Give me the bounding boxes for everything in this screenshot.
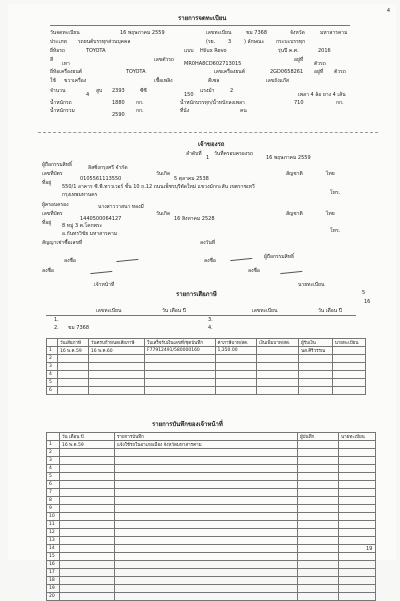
column-header: รายการบันทึก bbox=[115, 433, 298, 441]
owner-id: 0105561113550 bbox=[80, 176, 122, 182]
row-number: 20 bbox=[47, 593, 60, 601]
label: จังหวัด bbox=[290, 30, 305, 36]
possession-date: 16 พฤษภาคม 2559 bbox=[266, 155, 311, 161]
table-row bbox=[47, 481, 376, 489]
engine-number: 2GD0658261 bbox=[270, 69, 304, 75]
table-row bbox=[47, 363, 366, 371]
label: วันเกิด bbox=[156, 211, 171, 217]
label: อยู่ที่ bbox=[294, 57, 304, 63]
label: ลำดับที่ bbox=[186, 151, 202, 157]
label: สัญชาติ bbox=[286, 211, 303, 217]
column-header: ใบเสร็จรับเงินเลขที่/ชุดบันทึก bbox=[145, 339, 216, 347]
label: แบบ bbox=[184, 48, 194, 54]
engine-location: ตัวรถ bbox=[334, 69, 346, 75]
row-number: 8 bbox=[47, 497, 60, 505]
type-code: 3 bbox=[228, 39, 232, 45]
table-row bbox=[47, 545, 376, 553]
row-number: 4 bbox=[47, 465, 60, 473]
label: วันจดทะเบียน bbox=[50, 30, 80, 36]
label: แรงม้า bbox=[200, 88, 215, 94]
table-row bbox=[47, 505, 376, 513]
table-row bbox=[47, 473, 376, 481]
label: ยี่ห้อเครื่องยนต์ bbox=[50, 69, 83, 75]
row-number: 2 bbox=[47, 449, 60, 457]
table-row bbox=[47, 577, 376, 585]
column-header: นายทะเบียน bbox=[332, 339, 365, 347]
side-item-no: 2. bbox=[54, 325, 59, 331]
tax-date: 16 พ.ค.59 bbox=[58, 347, 89, 355]
registration-date: 16 พฤษภาคม 2559 bbox=[120, 30, 165, 36]
cell bbox=[47, 433, 60, 441]
label: เลขทะเบียน bbox=[206, 30, 232, 36]
divider bbox=[38, 132, 378, 133]
table-row bbox=[47, 561, 376, 569]
registration-number: ขม 7368 bbox=[246, 30, 268, 36]
color: เทา bbox=[62, 61, 70, 67]
label: สัญชาติ bbox=[286, 171, 303, 177]
cell bbox=[47, 339, 58, 347]
row-number: 19 bbox=[47, 585, 60, 593]
note-text: แจ้งใช้รถในอาเภอเมือง จังหวัดมหาสารคาม bbox=[115, 441, 298, 449]
engine-brand: TOYOTA bbox=[126, 69, 146, 75]
table-row bbox=[47, 379, 366, 387]
owner-address-2: กรุงเทพมหานคร bbox=[62, 192, 98, 198]
divider bbox=[50, 25, 350, 26]
divider bbox=[46, 315, 356, 316]
label: เลขทะเบียน bbox=[96, 308, 122, 314]
label: ประเภท bbox=[50, 39, 67, 45]
label: นายทะเบียน bbox=[298, 282, 325, 288]
label: รุ่นปี ค.ศ. bbox=[278, 48, 299, 54]
signature bbox=[90, 265, 113, 274]
row-number: 16 bbox=[47, 561, 60, 569]
owner-birth: 5 ตุลาคม 2538 bbox=[174, 176, 209, 182]
table-row bbox=[47, 387, 366, 395]
label: ลงชื่อ bbox=[248, 268, 260, 274]
vehicle-type: รถยนต์บรรทุกส่วนบุคคล bbox=[78, 39, 131, 45]
table-row bbox=[47, 569, 376, 577]
horsepower: 150 bbox=[184, 92, 194, 98]
row-number: 14 bbox=[47, 545, 60, 553]
column-header: วัน เดือน ปี bbox=[60, 433, 115, 441]
label: สี bbox=[50, 57, 54, 63]
note-date: 16 พ.ค.59 bbox=[60, 441, 115, 449]
side-item-value: ขม 7368 bbox=[68, 325, 90, 331]
label: ลงชื่อ bbox=[42, 268, 54, 274]
row-number: 10 bbox=[47, 513, 60, 521]
table-row bbox=[47, 593, 376, 601]
label: เลขที่บัตร bbox=[42, 211, 63, 217]
label: เลขตัวรถ bbox=[154, 57, 174, 63]
possessor-address-2: อ.กันทรวิชัย มหาสารคาม bbox=[62, 231, 118, 237]
table-header bbox=[47, 433, 376, 441]
signature bbox=[280, 265, 303, 274]
label: ลงชื่อ bbox=[204, 258, 216, 264]
label: ลงวันที่ bbox=[200, 240, 216, 246]
label: เลขที่บัตร bbox=[42, 171, 63, 177]
row-number: 5 bbox=[47, 379, 58, 387]
row-number: 18 bbox=[47, 577, 60, 585]
column-header: ค่าภาษีบาท/สต. bbox=[215, 339, 257, 347]
label: ยี่ห้อรถ bbox=[50, 48, 65, 54]
row-number: 12 bbox=[47, 529, 60, 537]
due-date: 16 พ.ค.60 bbox=[88, 347, 144, 355]
label: น้ำหนักรวม bbox=[50, 108, 75, 114]
table-row bbox=[47, 465, 376, 473]
registration-book-page bbox=[8, 4, 396, 599]
label: เลขถังแก๊ส bbox=[266, 78, 289, 84]
label: น้ำหนักบรรทุก/น้ำหนักลงเพลา bbox=[180, 100, 245, 106]
label: น้ำหนักรถ bbox=[50, 100, 72, 106]
tax-table bbox=[46, 338, 366, 395]
side-item-no: 4. bbox=[208, 325, 213, 331]
row-number: 3 bbox=[47, 457, 60, 465]
row-number: 2 bbox=[47, 355, 58, 363]
row-number: 1 bbox=[47, 347, 58, 355]
row-number: 5 bbox=[47, 473, 60, 481]
row-number: 1 bbox=[47, 441, 60, 449]
tax-amount: 1,350.00 bbox=[215, 347, 257, 355]
table-row bbox=[47, 521, 376, 529]
page-mark: 4 bbox=[386, 8, 390, 14]
label: ผู้ถือกรรมสิทธิ์ bbox=[264, 254, 295, 260]
label: ที่อยู่ bbox=[42, 180, 52, 186]
model-year: 2016 bbox=[318, 48, 331, 54]
receipt-number: F77912491/580000160 bbox=[145, 347, 216, 355]
row-number: 6 bbox=[47, 481, 60, 489]
fuel-type: ดีเซล bbox=[208, 78, 220, 84]
label: ที่นั่ง bbox=[180, 108, 190, 114]
signature bbox=[116, 253, 139, 262]
label: ผู้ถือกรรมสิทธิ์ bbox=[42, 162, 73, 168]
label: ใช้ bbox=[50, 78, 56, 84]
row-number: 15 bbox=[47, 553, 60, 561]
column-header: วันครบกำหนดเสียภาษี bbox=[88, 339, 144, 347]
table-row bbox=[47, 585, 376, 593]
row-number: 6 bbox=[47, 387, 58, 395]
engine-cc: 2393 bbox=[112, 88, 125, 94]
order-number: 1 bbox=[206, 155, 210, 161]
table-header bbox=[47, 339, 366, 347]
label: กก. bbox=[136, 108, 144, 114]
label: จำนวน bbox=[50, 88, 66, 94]
section-title-owner: เจ้าของรถ bbox=[198, 141, 225, 148]
owner-address: 550/1 อาคาร ซี.พี.ทาวเวอร์ ชั้น 10 ถ.12 ถนนเพ็ชรบุรีตัดใหม่ แขวงมักกะสัน เขตราชเทวี bbox=[62, 184, 255, 190]
label: เลขเครื่องยนต์ bbox=[214, 69, 245, 75]
model: Hilux Revo bbox=[200, 48, 227, 54]
horsepower-2: 2 bbox=[230, 88, 234, 94]
total-weight: 2590 bbox=[112, 112, 125, 118]
table-row bbox=[47, 537, 376, 545]
possessor-id: 1440500064127 bbox=[80, 216, 122, 222]
label: ลงชื่อ bbox=[64, 258, 76, 264]
registrar bbox=[332, 347, 365, 355]
possessor-nationality: ไทย bbox=[326, 211, 335, 217]
column-header: เงินเพิ่มบาท/สต. bbox=[257, 339, 299, 347]
label: ซีซี bbox=[140, 88, 147, 94]
table-row bbox=[47, 371, 366, 379]
label: สัญญาเช่าซื้อเลขที่ bbox=[42, 240, 83, 246]
vehicle-weight: 1880 bbox=[112, 100, 125, 106]
section-title-tax: รายการเสียภาษี bbox=[176, 291, 217, 298]
label: กก. bbox=[336, 100, 344, 106]
row-number: 3 bbox=[47, 363, 58, 371]
table-row bbox=[47, 355, 366, 363]
chassis-number: MR0HA8CD602713015 bbox=[184, 61, 242, 67]
body-style: กระบะบรรทุก bbox=[276, 39, 306, 45]
label: ผู้ครอบครอง bbox=[42, 202, 69, 208]
column-header: นายทะเบียน bbox=[339, 433, 376, 441]
receiver: นส.ศิริวรรณ bbox=[299, 347, 333, 355]
table-row bbox=[47, 529, 376, 537]
label: (รย. bbox=[206, 39, 216, 45]
label: โทร. bbox=[330, 190, 341, 196]
possessor-birth: 16 สิงหาคม 2528 bbox=[174, 216, 215, 222]
owner-name: ลิสซิ่งกรุงศรี จำกัด bbox=[88, 165, 128, 171]
table-row bbox=[47, 489, 376, 497]
notes-table bbox=[46, 432, 376, 601]
page-number: 16 bbox=[364, 299, 371, 305]
cylinders: 4 bbox=[86, 92, 90, 98]
side-item-no: 3. bbox=[208, 317, 213, 323]
row-number: 9 bbox=[47, 505, 60, 513]
section-title-notes: รายการบันทึกของเจ้าหน้าที่ bbox=[152, 421, 223, 428]
table-row bbox=[47, 449, 376, 457]
column-header: ผู้บันทึก bbox=[298, 433, 339, 441]
fine-amount bbox=[257, 347, 299, 355]
label: คน bbox=[240, 108, 247, 114]
label: อยู่ที่ bbox=[314, 69, 324, 75]
brand: TOYOTA bbox=[86, 48, 106, 54]
column-header: ผู้รับเงิน bbox=[299, 339, 333, 347]
table-row bbox=[47, 457, 376, 465]
table-row bbox=[47, 497, 376, 505]
page-number: 5 bbox=[362, 290, 366, 296]
label: วันที่ครอบครองรถ bbox=[214, 151, 253, 157]
row-number: 7 bbox=[47, 489, 60, 497]
row-number: 13 bbox=[47, 537, 60, 545]
table-row bbox=[47, 347, 366, 355]
axle-wheel-info: เพลา 4 ล้อ ยาง 4 เส้น bbox=[298, 92, 346, 98]
signature bbox=[230, 252, 253, 261]
label: เชื้อเพลิง bbox=[154, 78, 173, 84]
column-header: วันเสียภาษี bbox=[58, 339, 89, 347]
fuel-note: ขวาเครื่อง bbox=[64, 78, 87, 84]
page-number: 19 bbox=[366, 546, 373, 552]
label: เลขทะเบียน bbox=[252, 308, 278, 314]
label: วันเกิด bbox=[156, 171, 171, 177]
table-row bbox=[47, 441, 376, 449]
label: วัน เดือน ปี bbox=[318, 308, 342, 314]
label: สูบ bbox=[96, 88, 103, 94]
table-row bbox=[47, 513, 376, 521]
label: กก. bbox=[136, 100, 144, 106]
label: เจ้าหน้าที่ bbox=[94, 282, 115, 288]
possessor-name: นางสาววาสนา ทองมี bbox=[98, 204, 144, 210]
row-number: 11 bbox=[47, 521, 60, 529]
row-number: 4 bbox=[47, 371, 58, 379]
side-item-no: 1. bbox=[54, 317, 59, 323]
label: วัน เดือน ปี bbox=[162, 308, 186, 314]
label: ) ลักษณะ bbox=[244, 39, 265, 45]
chassis-location: ตัวรถ bbox=[314, 61, 326, 67]
label: โทร. bbox=[330, 228, 341, 234]
table-row bbox=[47, 553, 376, 561]
possessor-address: 8 หมู่ 3 ต.โคกพระ bbox=[62, 223, 103, 229]
owner-nationality: ไทย bbox=[326, 171, 335, 177]
province: มหาสารคาม bbox=[320, 30, 348, 36]
label: ที่อยู่ bbox=[42, 220, 52, 226]
section-title-registration: รายการจดทะเบียน bbox=[178, 15, 227, 22]
load-weight: 710 bbox=[294, 100, 304, 106]
row-number: 17 bbox=[47, 569, 60, 577]
